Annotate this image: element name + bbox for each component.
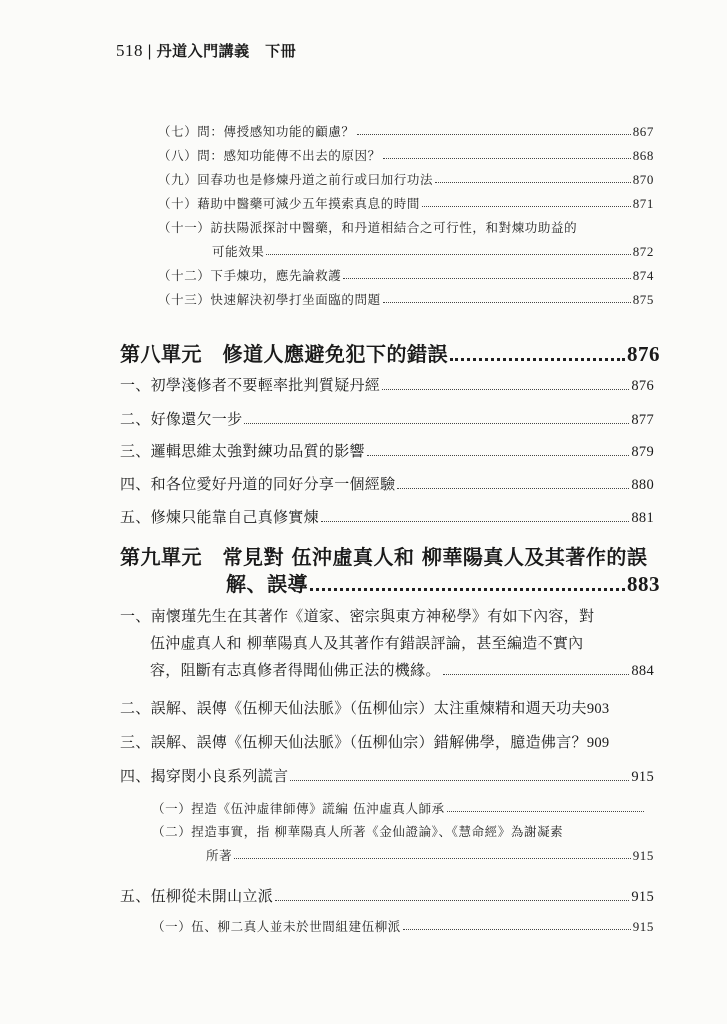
toc-entry[interactable] xyxy=(120,374,654,395)
toc-entry-page: 876 xyxy=(631,378,654,394)
leader-dots xyxy=(450,358,625,361)
toc-entry-page: 870 xyxy=(632,172,654,187)
leader-dots xyxy=(403,929,631,930)
unit-heading-label-line1: 第九單元 常見對 伍沖虛真人和 柳華陽真人及其著作的誤 xyxy=(120,545,648,569)
book-title: 丹道入門講義 xyxy=(156,42,250,60)
toc-entry[interactable] xyxy=(120,506,654,527)
toc-entry-label: 五、伍柳從未開山立派 xyxy=(120,887,274,905)
toc-entry-page: 909 xyxy=(586,735,610,751)
toc-entry-page: 915 xyxy=(631,769,654,785)
toc-entry-page: 915 xyxy=(632,919,654,934)
toc-entry[interactable] xyxy=(206,846,654,864)
toc-entry-label-line1: （十一）訪扶陽派探討中醫藥，和丹道相結合之可行性，和對煉功助益的 xyxy=(158,220,578,235)
toc-entry-page: 871 xyxy=(632,196,654,211)
leader-dots xyxy=(383,302,631,303)
toc-entry[interactable] xyxy=(212,242,654,260)
leader-dots xyxy=(275,900,629,901)
toc-entry-label: （九）回春功也是修煉丹道之前行或曰加行功法 xyxy=(158,172,434,187)
leader-dots xyxy=(234,858,630,859)
toc-entry-page: 881 xyxy=(631,510,654,526)
toc-entry-label-line1: 一、南懷瑾先生在其著作《道家、密宗與東方神秘學》有如下內容，對 xyxy=(120,607,595,625)
toc-entry-page: 884 xyxy=(631,663,654,679)
toc-entry-label: 四、和各位愛好丹道的同好分享一個經驗 xyxy=(120,475,396,493)
running-header xyxy=(116,40,296,61)
toc-entry-page: 915 xyxy=(632,848,654,863)
toc-entry-label: 四、揭穿閔小良系列謊言 xyxy=(120,767,289,785)
leader-dots xyxy=(435,182,631,183)
toc-entry-label: （七）問：傳授感知功能的顧慮？ xyxy=(158,124,355,139)
toc-entry-page: 874 xyxy=(632,268,654,283)
leader-dots xyxy=(343,278,630,279)
leader-dots xyxy=(383,158,631,159)
toc-entry-label: 容，阻斷有志真修者得聞仙佛正法的機緣。 xyxy=(150,661,441,679)
unit-heading[interactable] xyxy=(120,338,660,367)
toc-entry-page: 879 xyxy=(631,444,654,460)
toc-entry-label-line2: 伍沖虛真人和 柳華陽真人及其著作有錯誤評論，甚至編造不實內 xyxy=(150,634,584,652)
leader-dots xyxy=(443,674,630,675)
leader-dots xyxy=(310,588,625,591)
toc-entry-label: 二、好像還欠一步 xyxy=(120,410,243,428)
toc-entry-label: 三、誤解、誤傳《伍柳天仙法脈》（伍柳仙宗）錯解佛學，臆造佛言？ xyxy=(120,733,587,751)
leader-dots xyxy=(367,455,630,456)
toc-entry-label: 可能效果 xyxy=(212,244,265,259)
toc-entry[interactable] xyxy=(120,408,654,429)
toc-entry[interactable] xyxy=(120,440,654,461)
toc-entry[interactable] xyxy=(152,799,646,817)
toc-entry-label: 三、邏輯思維太強對練功品質的影響 xyxy=(120,442,365,460)
toc-entry-label: （十）藉助中醫藥可減少五年摸索真息的時間 xyxy=(158,196,421,211)
toc-entry-label: 所著 xyxy=(206,848,233,863)
toc-entry-label: （十三）快速解決初學打坐面臨的問題 xyxy=(158,292,381,307)
toc-entry[interactable] xyxy=(120,697,658,718)
page-number: 518 xyxy=(116,41,143,60)
leader-dots xyxy=(447,811,644,812)
leader-dots xyxy=(382,389,629,390)
leader-dots xyxy=(290,780,629,781)
toc-entry-page: 875 xyxy=(632,292,654,307)
leader-dots xyxy=(321,521,629,522)
header-separator: | xyxy=(147,42,153,60)
leader-dots xyxy=(357,134,631,135)
toc-entry[interactable] xyxy=(158,146,654,164)
toc-entry[interactable] xyxy=(120,731,658,752)
unit-heading[interactable] xyxy=(226,568,660,597)
toc-entry-label: （一）捏造《伍沖虛律師傳》謊編 伍沖虛真人師承 xyxy=(152,801,445,816)
toc-entry-page: 903 xyxy=(586,701,610,717)
toc-entry[interactable] xyxy=(158,266,654,284)
toc-entry[interactable] xyxy=(120,473,654,494)
toc-entry-page: 915 xyxy=(631,889,654,905)
toc-entry[interactable] xyxy=(120,885,654,906)
toc-entry-page: 868 xyxy=(632,148,654,163)
unit-heading-page: 876 xyxy=(627,342,660,366)
toc-entry[interactable] xyxy=(158,170,654,188)
toc-entry[interactable] xyxy=(120,765,654,786)
unit-heading-label: 解、誤導 xyxy=(226,572,308,596)
toc-entry-label: 二、誤解、誤傳《伍柳天仙法脈》（伍柳仙宗）太注重煉精和週天功夫 xyxy=(120,699,587,717)
unit-heading-page: 883 xyxy=(627,572,660,596)
leader-dots xyxy=(244,423,629,424)
toc-entry-page: 872 xyxy=(632,244,654,259)
leader-dots xyxy=(422,206,631,207)
toc-entry-page: 877 xyxy=(631,412,654,428)
toc-entry[interactable] xyxy=(158,290,654,308)
toc-entry-label: （八）問：感知功能傳不出去的原因？ xyxy=(158,148,381,163)
toc-entry-label: （一）伍、柳二真人並未於世間組建伍柳派 xyxy=(152,919,401,934)
toc-entry-label-line1: （二）捏造事實，指 柳華陽真人所著《金仙證論》、《慧命經》為謝凝素 xyxy=(152,824,564,839)
volume-label: 下冊 xyxy=(265,42,297,60)
toc-entry[interactable] xyxy=(152,917,654,935)
unit-heading-label: 第八單元 修道人應避免犯下的錯誤 xyxy=(120,342,448,366)
toc-entry-label: 一、初學淺修者不要輕率批判質疑丹經 xyxy=(120,376,381,394)
toc-entry-label: 五、修煉只能靠自己真修實煉 xyxy=(120,508,319,526)
toc-entry[interactable] xyxy=(158,122,654,140)
leader-dots xyxy=(266,254,630,255)
toc-entry-page: 867 xyxy=(632,124,654,139)
toc-entry-page: 880 xyxy=(631,477,654,493)
toc-entry[interactable] xyxy=(150,659,654,680)
leader-dots xyxy=(397,488,629,489)
toc-entry-label: （十二）下手煉功，應先論救護 xyxy=(158,268,342,283)
toc-entry[interactable] xyxy=(158,194,654,212)
